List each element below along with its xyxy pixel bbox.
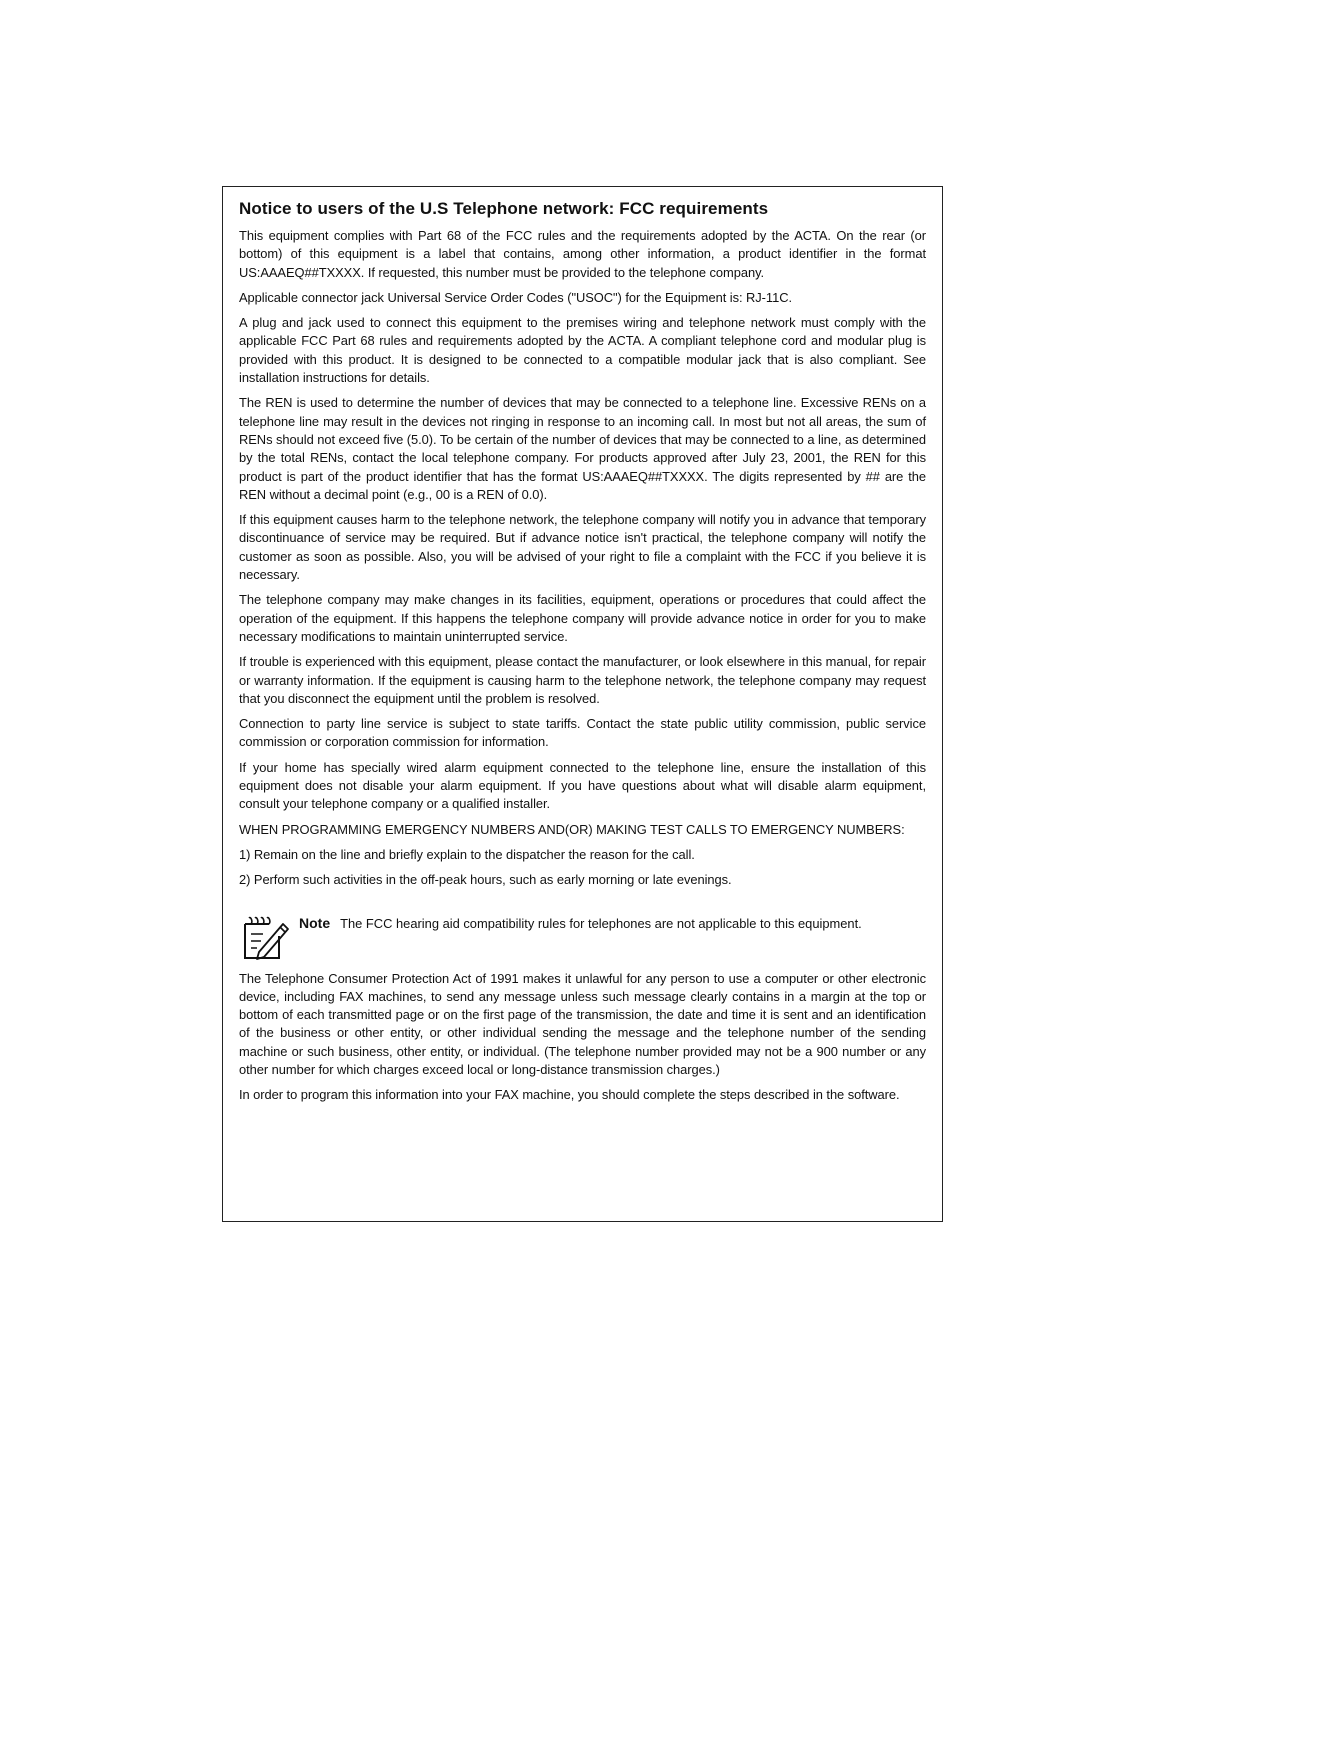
paragraph-usoc: Applicable connector jack Universal Service Order Codes ("USOC") for the Equipment is: RJ-11C.	[239, 289, 792, 305]
paragraph-emergency-heading: WHEN PROGRAMMING EMERGENCY NUMBERS AND(OR) MAKING TEST CALLS TO EMERGENCY NUMBERS:	[239, 821, 905, 837]
notice-title: Notice to users of the U.S Telephone network: FCC requirements	[239, 199, 769, 218]
emergency-step-1: 1) Remain on the line and briefly explain to the dispatcher the reason for the call.	[239, 846, 695, 862]
paragraph-changes: The telephone company may make changes in its facilities, equipment, operations or procedures that could affect the operation of the equipment. If this happens the telephone company will provide advance notice in order for you to make necessary modifications to maintain uninterrupted service.	[239, 592, 926, 644]
note-label: Note	[299, 914, 331, 931]
note-text-container	[299, 914, 926, 933]
note-pencil-icon	[239, 914, 291, 962]
paragraph-party-line: Connection to party line service is subject to state tariffs. Contact the state public utility commission, public service commission or corporation commission for information.	[239, 716, 926, 750]
paragraph-part68: This equipment complies with Part 68 of the FCC rules and the requirements adopted by the ACTA. On the rear (or bottom) of this equipment is a label that contains, among other information, a product identifier in the format US:AAAEQ##TXXXX. If requested, this number must be provided to the telephone company.	[239, 228, 926, 280]
note-body: The FCC hearing aid compatibility rules for telephones are not applicable to this equipment.	[340, 915, 862, 931]
note-block	[239, 914, 926, 962]
paragraph-trouble: If trouble is experienced with this equipment, please contact the manufacturer, or look elsewhere in this manual, for repair or warranty information. If the equipment is causing harm to the telephone network, the telephone company may request that you disconnect the equipment until the problem is resolved.	[239, 654, 926, 706]
paragraph-ren: The REN is used to determine the number of devices that may be connected to a telephone line. Excessive RENs on a telephone line may result in the devices not ringing in response to an incoming call. In most but not all areas, the sum of RENs should not exceed five (5.0). To be certain of the number of devices that may be connected to a line, as determined by the total RENs, contact the local telephone company. For products approved after July 23, 2001, the REN for this product is part of the product identifier that has the format US:AAAEQ##TXXXX. The digits represented by ## are the REN without a decimal point (e.g., 00 is a REN of 0.0).	[239, 395, 926, 502]
paragraph-tcpa: The Telephone Consumer Protection Act of 1991 makes it unlawful for any person to use a computer or other electronic device, including FAX machines, to send any message unless such message clearly contains in a margin at the top or bottom of each transmitted page or on the first page of the transmission, the date and time it is sent and an identification of the business or other entity, or other individual sending the message and the telephone number of the sending machine or such business, other entity, or individual. (The telephone number provided may not be a 900 number or any other number for which charges exceed local or long-distance transmission charges.)	[239, 970, 926, 1077]
paragraph-alarm: If your home has specially wired alarm equipment connected to the telephone line, ensure the installation of this equipment does not disable your alarm equipment. If you have questions about what will disable alarm equipment, consult your telephone company or a qualified installer.	[239, 759, 926, 812]
emergency-step-2: 2) Perform such activities in the off-peak hours, such as early morning or late evenings.	[239, 872, 732, 888]
paragraph-fax-program: In order to program this information into your FAX machine, you should complete the steps described in the software.	[239, 1087, 900, 1103]
fcc-notice-box	[222, 186, 943, 1222]
paragraph-harm: If this equipment causes harm to the telephone network, the telephone company will notify you in advance that temporary discontinuance of service may be required. But if advance notice isn't practical, the telephone company will notify the customer as soon as possible. Also, you will be advised of your right to file a complaint with the FCC if you believe it is necessary.	[239, 512, 926, 583]
paragraph-plug-jack: A plug and jack used to connect this equipment to the premises wiring and telephone network must comply with the applicable FCC Part 68 rules and requirements adopted by the ACTA. A compliant telephone cord and modular plug is provided with this product. It is designed to be connected to a compatible modular jack that is also compliant. See installation instructions for details.	[239, 315, 926, 386]
